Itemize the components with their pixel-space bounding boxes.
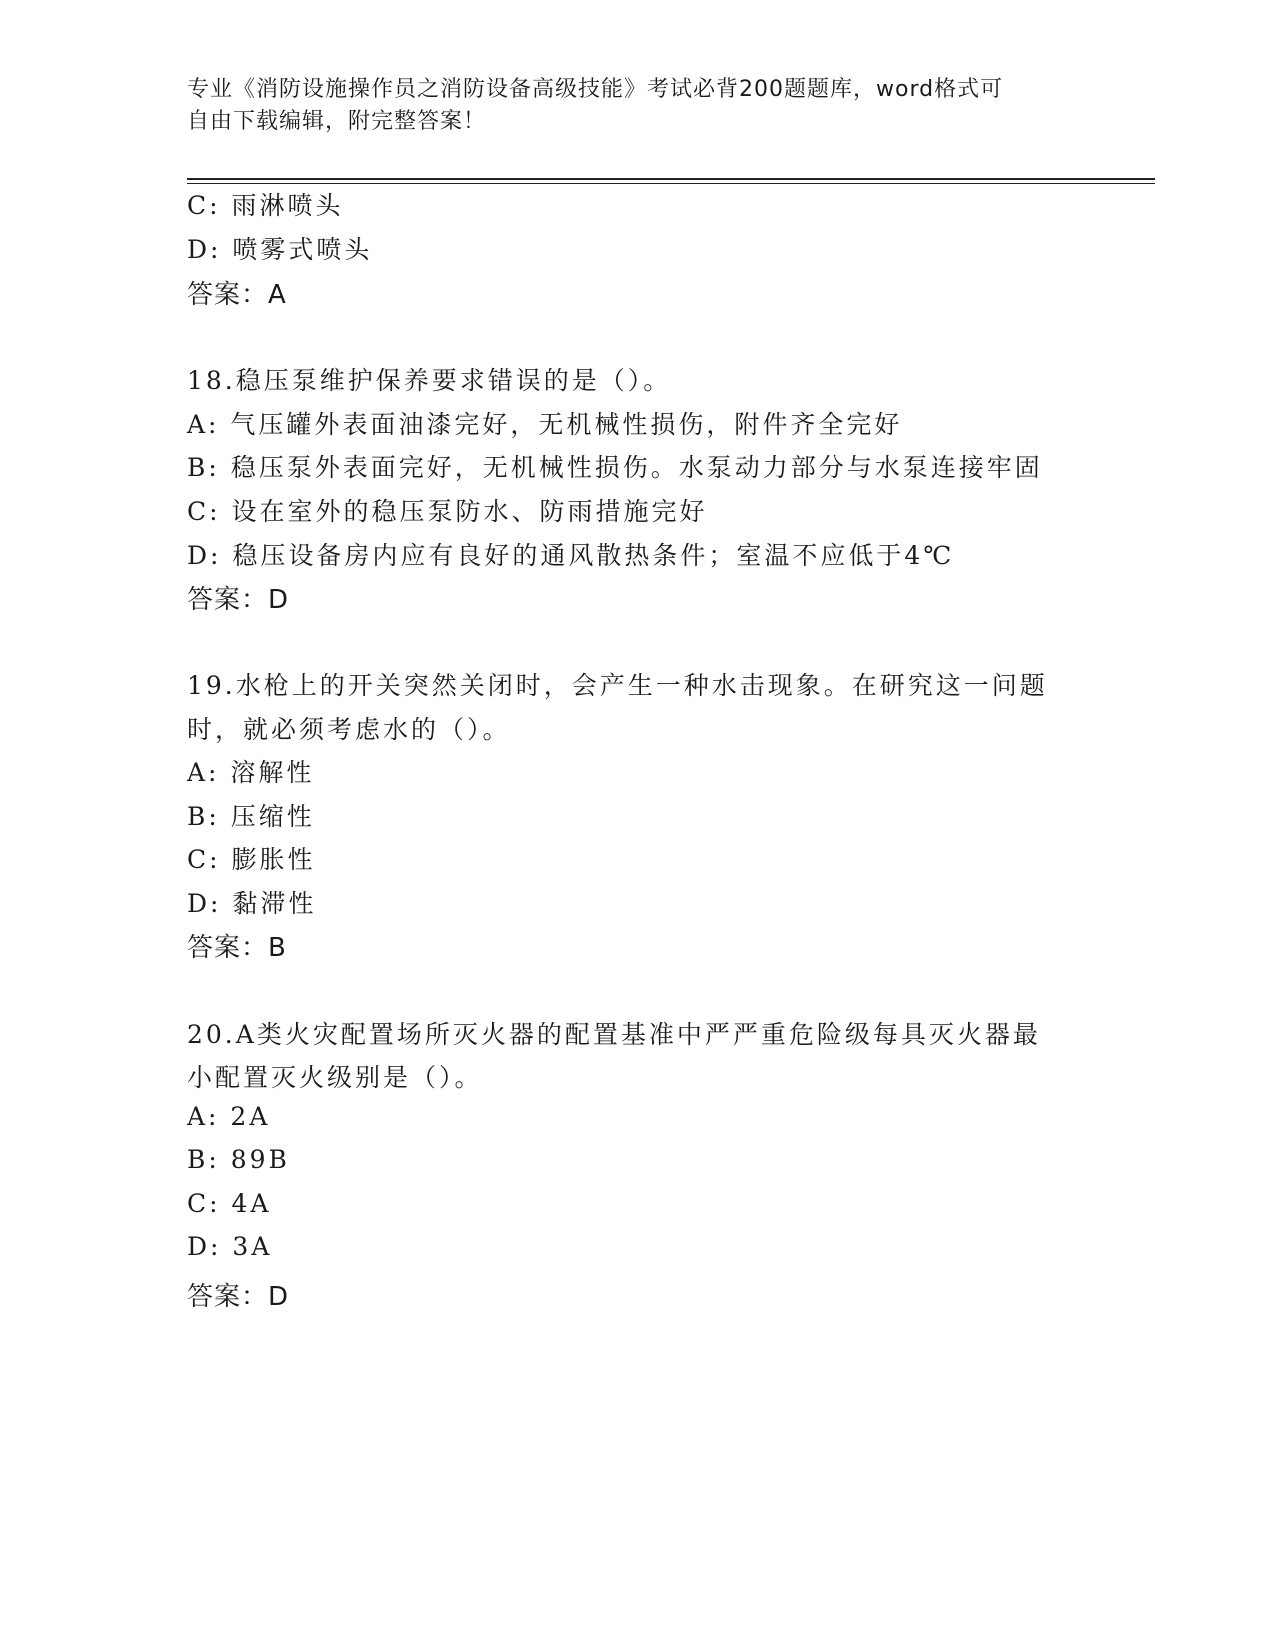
answer-line: 答案：A bbox=[187, 280, 287, 310]
question-stem: 19.水枪上的开关突然关闭时，会产生一种水击现象。在研究这一问题 bbox=[187, 671, 1048, 700]
question-stem: 18.稳压泵维护保养要求错误的是（）。 bbox=[187, 366, 672, 395]
answer-line: 答案：D bbox=[187, 585, 290, 615]
option-d: D: 黏滞性 bbox=[187, 889, 317, 918]
question-stem-continued: 时，就必须考虑水的（）。 bbox=[187, 715, 511, 744]
option-d: D: 3A bbox=[187, 1232, 273, 1261]
option-b: B: 稳压泵外表面完好，无机械性损伤。水泵动力部分与水泵连接牢固 bbox=[187, 453, 1043, 482]
answer-line: 答案：B bbox=[187, 933, 287, 963]
option-c: C: 雨淋喷头 bbox=[187, 191, 344, 220]
option-b: B: 压缩性 bbox=[187, 802, 315, 831]
header-line-2: 自由下载编辑，附完整答案！ bbox=[187, 109, 487, 134]
option-b: B: 89B bbox=[187, 1145, 290, 1174]
option-c: C: 4A bbox=[187, 1189, 272, 1218]
option-c: C: 膨胀性 bbox=[187, 845, 316, 874]
header-divider-thick bbox=[187, 178, 1155, 180]
question-stem: 20.A类火灾配置场所灭火器的配置基准中严严重危险级每具灭火器最 bbox=[187, 1020, 1041, 1049]
option-d: D: 喷雾式喷头 bbox=[187, 235, 373, 264]
answer-line: 答案：D bbox=[187, 1282, 290, 1312]
header-line-1: 专业《消防设施操作员之消防设备高级技能》考试必背200题题库，word格式可 bbox=[187, 77, 1004, 102]
option-a: A: 2A bbox=[187, 1102, 271, 1131]
option-c: C: 设在室外的稳压泵防水、防雨措施完好 bbox=[187, 497, 708, 526]
question-stem-continued: 小配置灭火级别是（）。 bbox=[187, 1063, 483, 1092]
option-a: A: 气压罐外表面油漆完好，无机械性损伤，附件齐全完好 bbox=[187, 410, 903, 439]
document-header bbox=[187, 74, 1067, 138]
option-d: D: 稳压设备房内应有良好的通风散热条件；室温不应低于4℃ bbox=[187, 541, 955, 570]
header-divider-thin bbox=[187, 183, 1155, 184]
option-a: A: 溶解性 bbox=[187, 758, 315, 787]
